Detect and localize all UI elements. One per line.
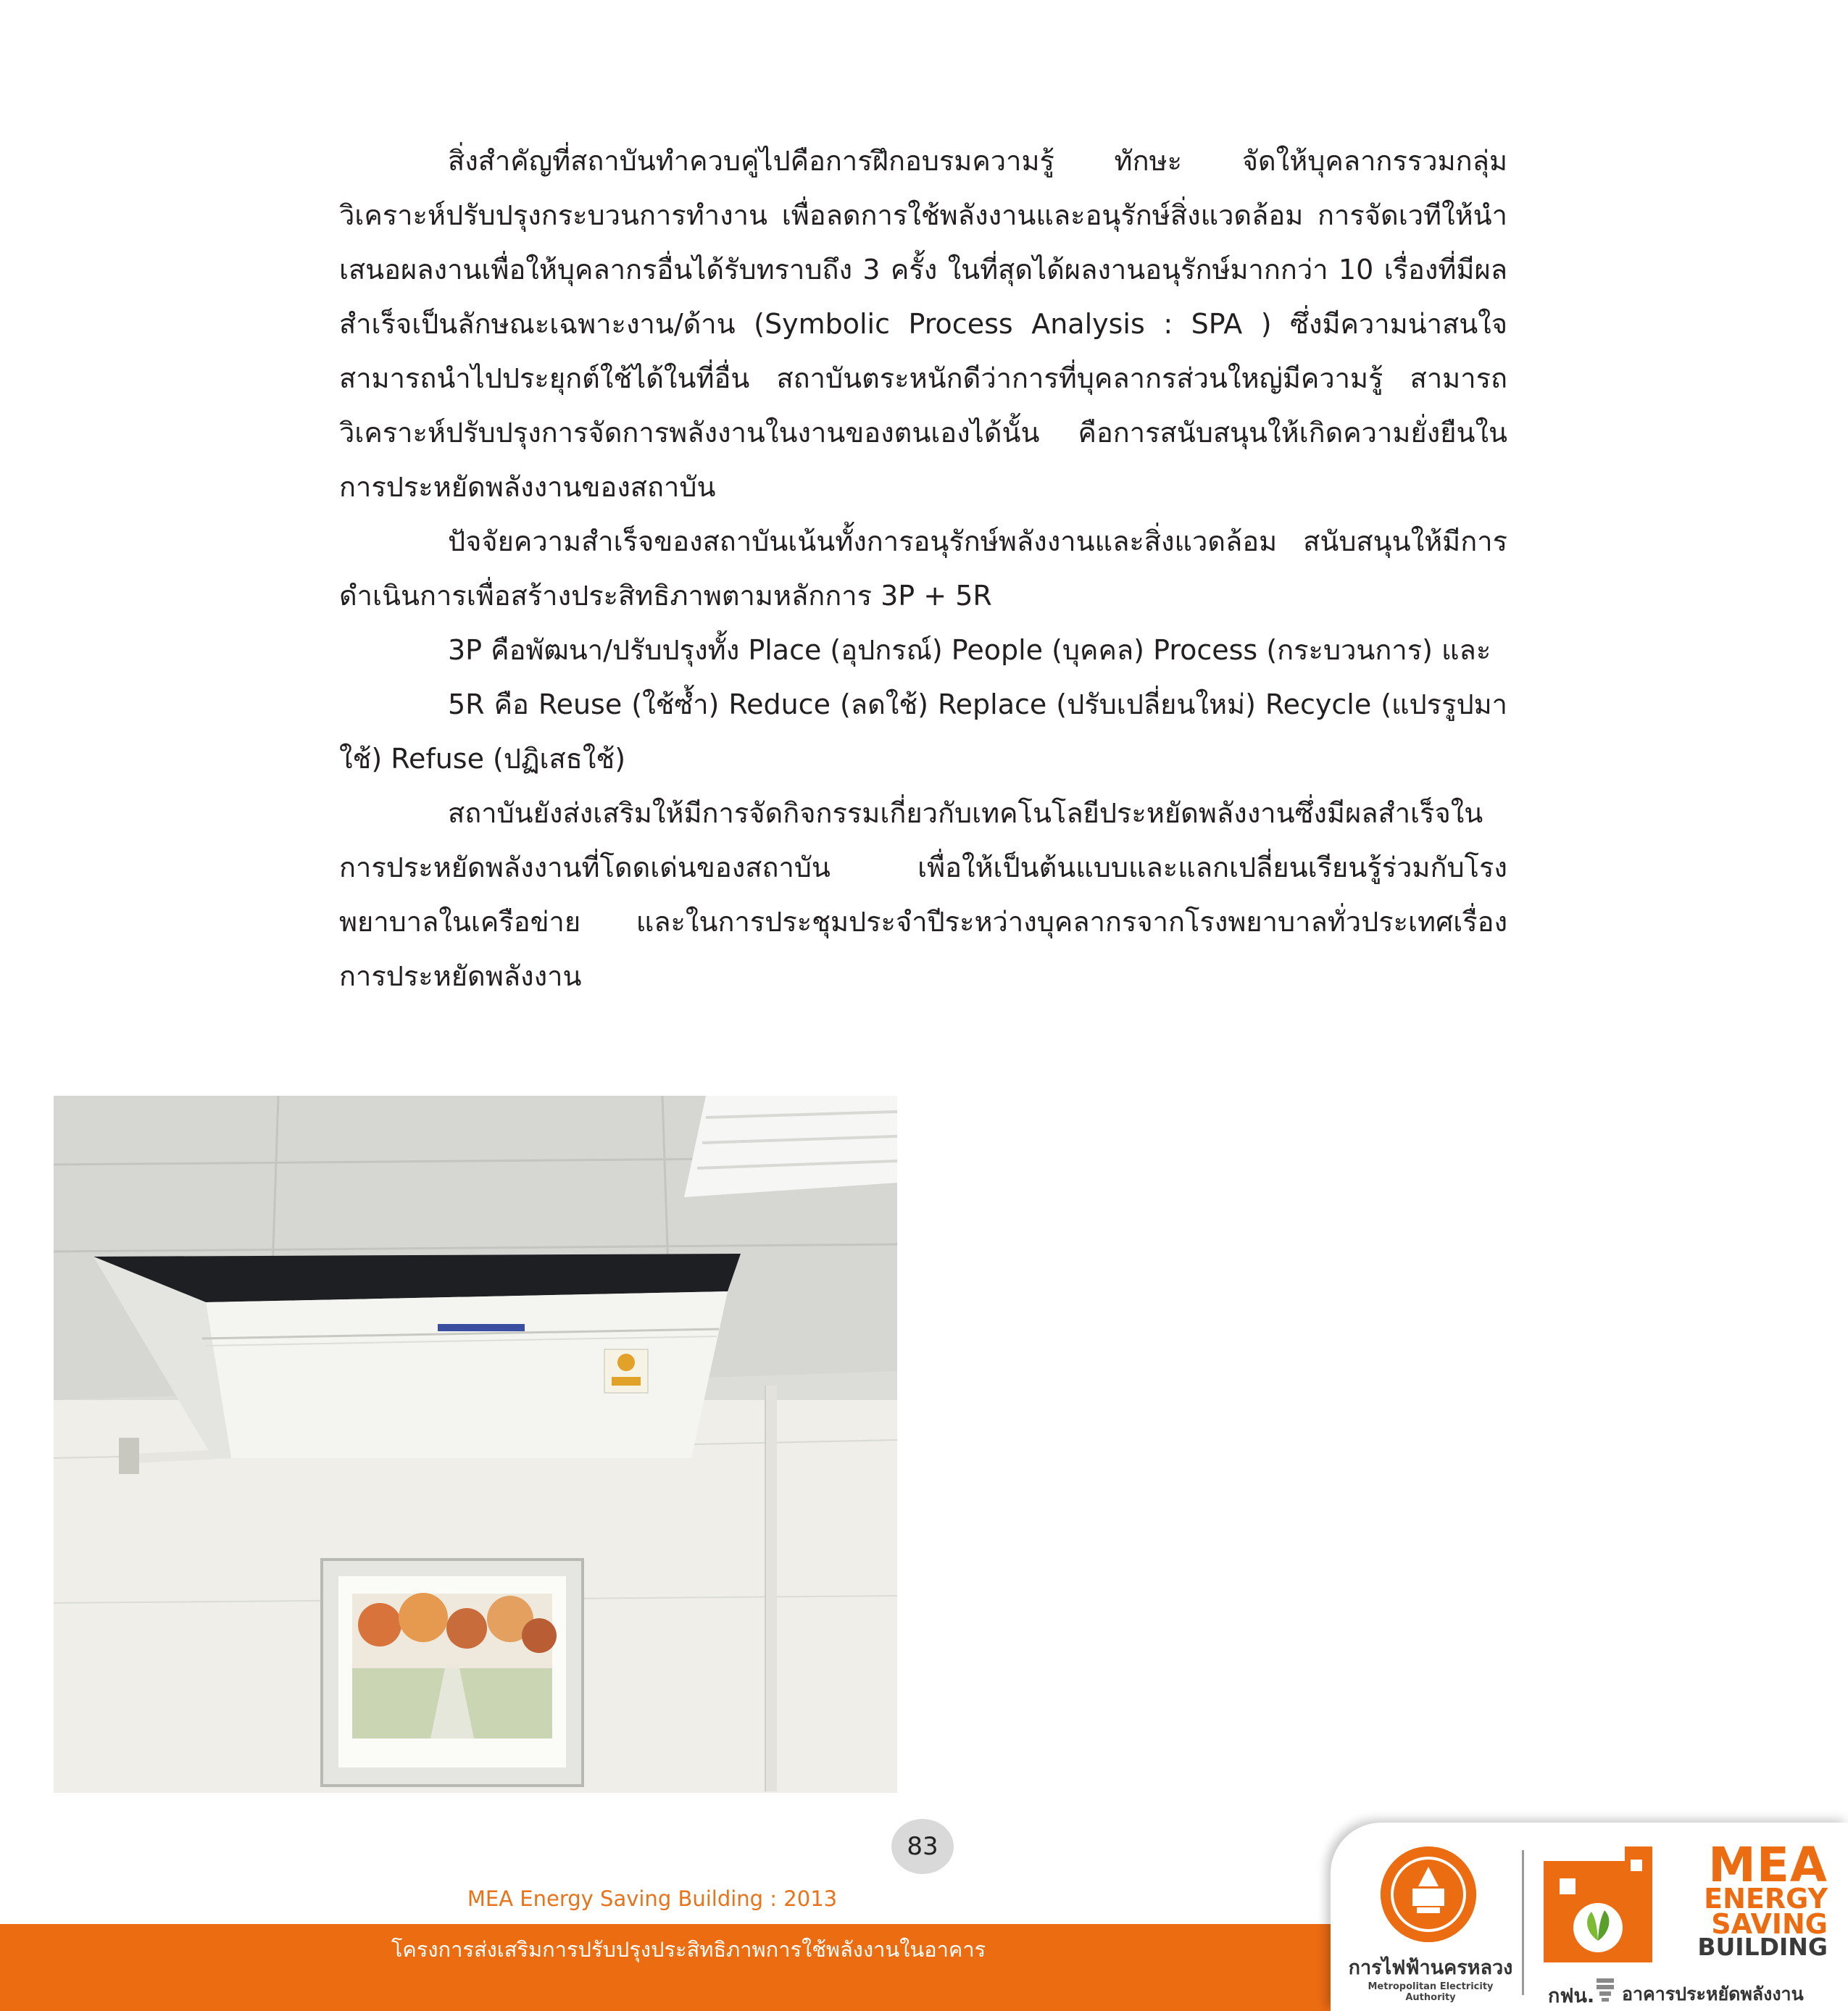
paragraph: ปัจจัยความสำเร็จของสถาบันเน้นทั้งการอนุรักษ์พลังงานและสิ่งแวดล้อม สนับสนุนให้มีการดำเนินการเพื่อสร้างประสิทธิภาพตามหลักการ 3P + 5R	[339, 525, 1507, 612]
air-conditioner-photo	[54, 1096, 897, 1793]
mea-seal-logo	[1381, 1846, 1476, 1942]
brand-wordmark	[1657, 1837, 1828, 1961]
brand-building: BUILDING	[1697, 1932, 1828, 1961]
lightbulb-icon	[1594, 1977, 1616, 2003]
paragraph: 5R คือ Reuse (ใช้ซ้ำ) Reduce (ลดใช้) Replace (ปรับเปลี่ยนใหม่) Recycle (แปรรูปมาใช้) Refuse (ปฏิเสธใช้)	[339, 688, 1507, 775]
footer-project: โครงการส่งเสริมการปรับปรุงประสิทธิภาพการใช้พลังงานในอาคาร	[391, 1937, 986, 1962]
footer-title: MEA Energy Saving Building : 2013	[467, 1886, 838, 1911]
page-number: 83	[891, 1819, 954, 1874]
body-text	[339, 134, 1507, 1004]
mea-name-english: Metropolitan Electricity Authority	[1368, 1981, 1494, 2003]
brand-tagline: อาคารประหยัดพลังงาน	[1622, 1983, 1804, 2004]
brand-abbreviation: กฟน.	[1548, 1985, 1595, 2007]
paragraph: สถาบันยังส่งเสริมให้มีการจัดกิจกรรมเกี่ยวกับเทคโนโลยีประหยัดพลังงานซึ่งมีผลสำเร็จในการประหยัดพลังงานที่โดดเด่นของสถาบัน เพื่อให้เป็นต้นแบบและแลกเปลี่ยนเรียนรู้ร่วมกับโรงพยาบาลในเครือข่าย และในการประชุมประจำปีระหว่างบุคลากรจากโรงพยาบาลทั่วประเทศเรื่องการประหยัดพลังงาน	[339, 797, 1507, 992]
mea-name-thai: การไฟฟ้านครหลวง	[1348, 1957, 1513, 1979]
building-leaf-icon	[1544, 1846, 1652, 1962]
paragraph: สิ่งสำคัญที่สถาบันทำควบคู่ไปคือการฝึกอบรมความรู้ ทักษะ จัดให้บุคลากรรวมกลุ่มวิเคราะห์ปรับปรุงกระบวนการทำงาน เพื่อลดการใช้พลังงานและอนุรักษ์สิ่งแวดล้อม การจัดเวทีให้นำเสนอผลงานเพื่อให้บุคลากรอื่นได้รับทราบถึง 3 ครั้ง ในที่สุดได้ผลงานอนุรักษ์มากกว่า 10 เรื่องที่มีผลสำเร็จเป็นลักษณะเฉพาะงาน/ด้าน (Symbolic Process Analysis : SPA ) ซึ่งมีความน่าสนใจ สามารถนำไปประยุกต์ใช้ได้ในที่อื่น สถาบันตระหนักดีว่าการที่บุคลากรส่วนใหญ่มีความรู้ สามารถวิเคราะห์ปรับปรุงการจัดการพลังงานในงานของตนเองได้นั้น คือการสนับสนุนให้เกิดความยั่งยืนในการประหยัดพลังงานของสถาบัน	[339, 145, 1507, 503]
logo-divider	[1522, 1850, 1524, 1995]
paragraph: 3P คือพัฒนา/ปรับปรุงทั้ง Place (อุปกรณ์) People (บุคคล) Process (กระบวนการ) และ	[448, 634, 1491, 666]
brand-saving: SAVING	[1711, 1907, 1828, 1940]
brand-mea: MEA	[1708, 1837, 1828, 1893]
brand-energy: ENERGY	[1704, 1883, 1828, 1915]
